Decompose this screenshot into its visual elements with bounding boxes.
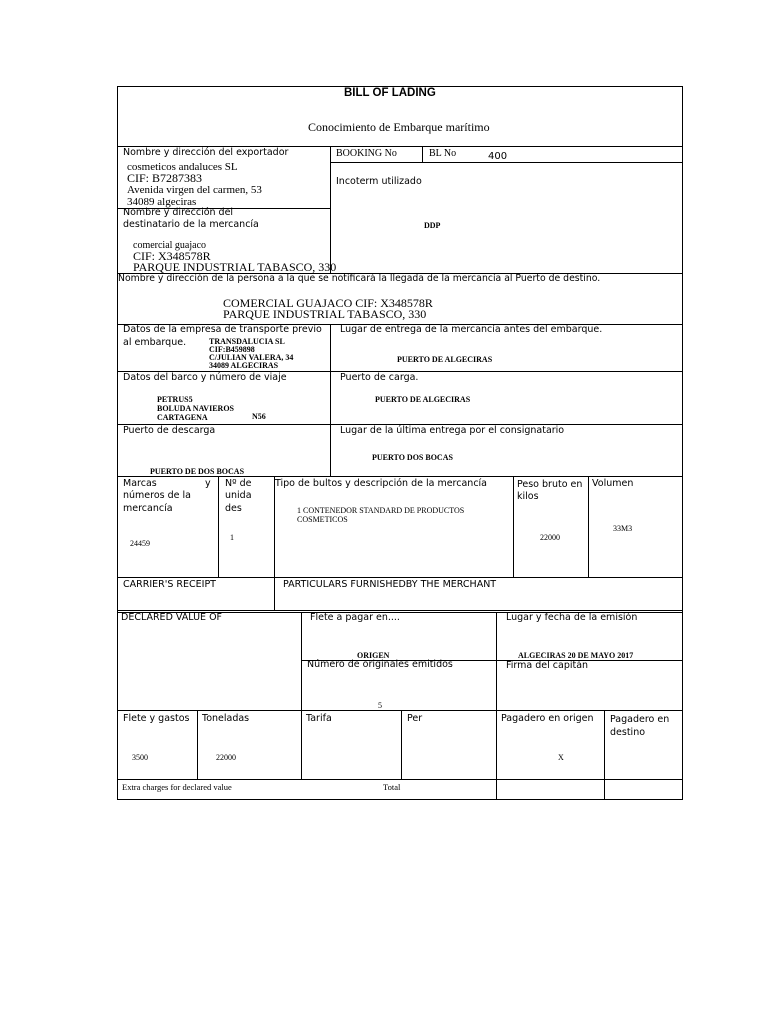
desc-line2: COSMETICOS (297, 515, 348, 524)
col-delivery (330, 324, 331, 477)
col-bl (422, 146, 423, 163)
exporter-cif: CIF: B7287383 (127, 171, 203, 185)
tons-label: Toneladas (202, 713, 250, 724)
carrier-name: TRANSDALUCIA SL (209, 337, 285, 346)
last-delivery-label: Lugar de la última entrega por el consignatario (340, 425, 565, 436)
marks-label-line1: Marcas (123, 478, 157, 489)
rule-charges (117, 779, 683, 780)
marks-value: 24459 (130, 539, 150, 548)
freight-charges-value: 3500 (132, 753, 148, 762)
exporter-name: cosmeticos andaluces SL (127, 161, 238, 173)
vessel-city: CARTAGENA (157, 413, 208, 422)
notify-line1: COMERCIAL GUAJACO CIF: X348578R (223, 296, 433, 310)
rule-originals (117, 710, 683, 711)
freight-charges-label: Flete y gastos (123, 713, 190, 724)
col-units (218, 476, 219, 578)
delivery-place-value: PUERTO DE ALGECIRAS (397, 355, 493, 364)
volume-label: Volumen (592, 478, 634, 489)
total-label: Total (383, 782, 401, 792)
bl-label: BL No (429, 148, 457, 159)
loading-port-value: PUERTO DE ALGECIRAS (375, 395, 471, 404)
units-value: 1 (230, 533, 234, 542)
col-per (401, 710, 402, 780)
originals-value: 5 (378, 701, 382, 710)
units-label-line2: unida (225, 490, 252, 501)
vessel-company: BOLUDA NAVIEROS (157, 404, 234, 413)
carrier-city: 34089 ALGECIRAS (209, 361, 279, 370)
rule-goods (117, 577, 683, 578)
notify-line2: PARQUE INDUSTRIAL TABASCO, 330 (223, 307, 427, 321)
declared-value-label: DECLARED VALUE OF (121, 612, 223, 623)
col-collect (604, 710, 605, 800)
rate-label: Tarifa (306, 713, 332, 724)
discharge-port-value: PUERTO DE DOS BOCAS (150, 467, 245, 476)
document-title: BILL OF LADING (344, 87, 436, 99)
col-tons (197, 710, 198, 780)
notify-label: Nombre y dirección de la persona a la que se notificará la llegada de la mercancía al Puerto de destino. (118, 273, 601, 284)
consignee-name: comercial guajaco (133, 240, 207, 251)
incoterm-value: DDP (424, 221, 441, 230)
tons-value: 22000 (216, 753, 236, 762)
loading-port-label: Puerto de carga. (340, 372, 419, 383)
document-subtitle: Conocimiento de Embarque marítimo (308, 120, 490, 134)
freight-payable-label: Flete a pagar en.... (310, 612, 400, 623)
col-issue (496, 612, 497, 800)
carrier-street: C/JULIAN VALERA, 34 (209, 353, 294, 362)
originals-label: Número de originales emitidos (307, 659, 453, 670)
col-booking (330, 146, 331, 274)
per-label: Per (407, 713, 423, 724)
exporter-city: 34089 algeciras (127, 196, 197, 208)
extra-charges-label: Extra charges for declared value (122, 782, 232, 792)
carrier-cif: CIF:B459898 (209, 345, 255, 354)
vessel-ship: PETRUS5 (157, 395, 193, 404)
merchant-particulars-label: PARTICULARS FURNISHEDBY THE MERCHANT (283, 579, 497, 590)
border-right (682, 86, 683, 699)
delivery-place-label: Lugar de entrega de la mercancía antes del embarque. (340, 324, 603, 335)
consignee-label-line1: Nombre y dirección del (123, 207, 234, 218)
col-desc (274, 476, 275, 610)
captain-signature-label: Firma del capitán (506, 660, 589, 671)
collect-label-line2: destino (610, 727, 646, 738)
marks-label-y: y (205, 478, 211, 489)
booking-label: BOOKING No (336, 148, 397, 159)
carrier-label-line2: al embarque. (123, 337, 187, 348)
prepaid-value: X (558, 753, 564, 762)
incoterm-label: Incoterm utilizado (336, 176, 422, 187)
last-delivery-value: PUERTO DOS BOCAS (372, 453, 453, 462)
units-label-line3: des (225, 503, 242, 514)
carrier-label-line1: Datos de la empresa de transporte previo (123, 324, 322, 335)
weight-value: 22000 (540, 533, 560, 542)
issue-label: Lugar y fecha de la emisión (506, 612, 638, 623)
desc-line1: 1 CONTENEDOR STANDARD DE PRODUCTOS (297, 506, 465, 515)
marks-label-line3: mercancía (123, 503, 173, 514)
vessel-voyage: N56 (252, 412, 266, 421)
col-weight (513, 476, 514, 578)
lower-border-right (682, 612, 683, 800)
weight-label-line1: Peso bruto en (517, 479, 583, 490)
divider-section (117, 610, 683, 611)
collect-label-line1: Pagadero en (610, 714, 670, 725)
consignee-label-line2: destinatario de la mercancía (123, 219, 259, 230)
units-label-line1: Nº de (225, 478, 252, 489)
freight-payable-value: ORIGEN (357, 651, 390, 660)
bl-value: 400 (488, 151, 508, 162)
col-volume (588, 476, 589, 578)
border-left (117, 86, 118, 699)
issue-value: ALGECIRAS 20 DE MAYO 2017 (518, 651, 634, 660)
desc-label: Tipo de bultos y descripción de la mercancía (275, 478, 488, 489)
exporter-label: Nombre y dirección del exportador (123, 147, 289, 158)
discharge-port-label: Puerto de descarga (123, 425, 216, 436)
col-freight (301, 612, 302, 780)
lower-border-bottom (117, 799, 683, 800)
vessel-label: Datos del barco y número de viaje (123, 372, 287, 383)
marks-label-line2: números de la (123, 490, 191, 501)
exporter-street: Avenida virgen del carmen, 53 (127, 184, 262, 196)
weight-label-line2: kilos (517, 491, 539, 502)
consignee-cif: CIF: X348578R (133, 249, 211, 263)
volume-value: 33M3 (613, 524, 633, 533)
prepaid-label: Pagadero en origen (501, 713, 594, 724)
carrier-receipt-label: CARRIER'S RECEIPT (123, 579, 216, 590)
lower-border-left (117, 612, 118, 800)
consignee-address: PARQUE INDUSTRIAL TABASCO, 330 (133, 260, 337, 274)
